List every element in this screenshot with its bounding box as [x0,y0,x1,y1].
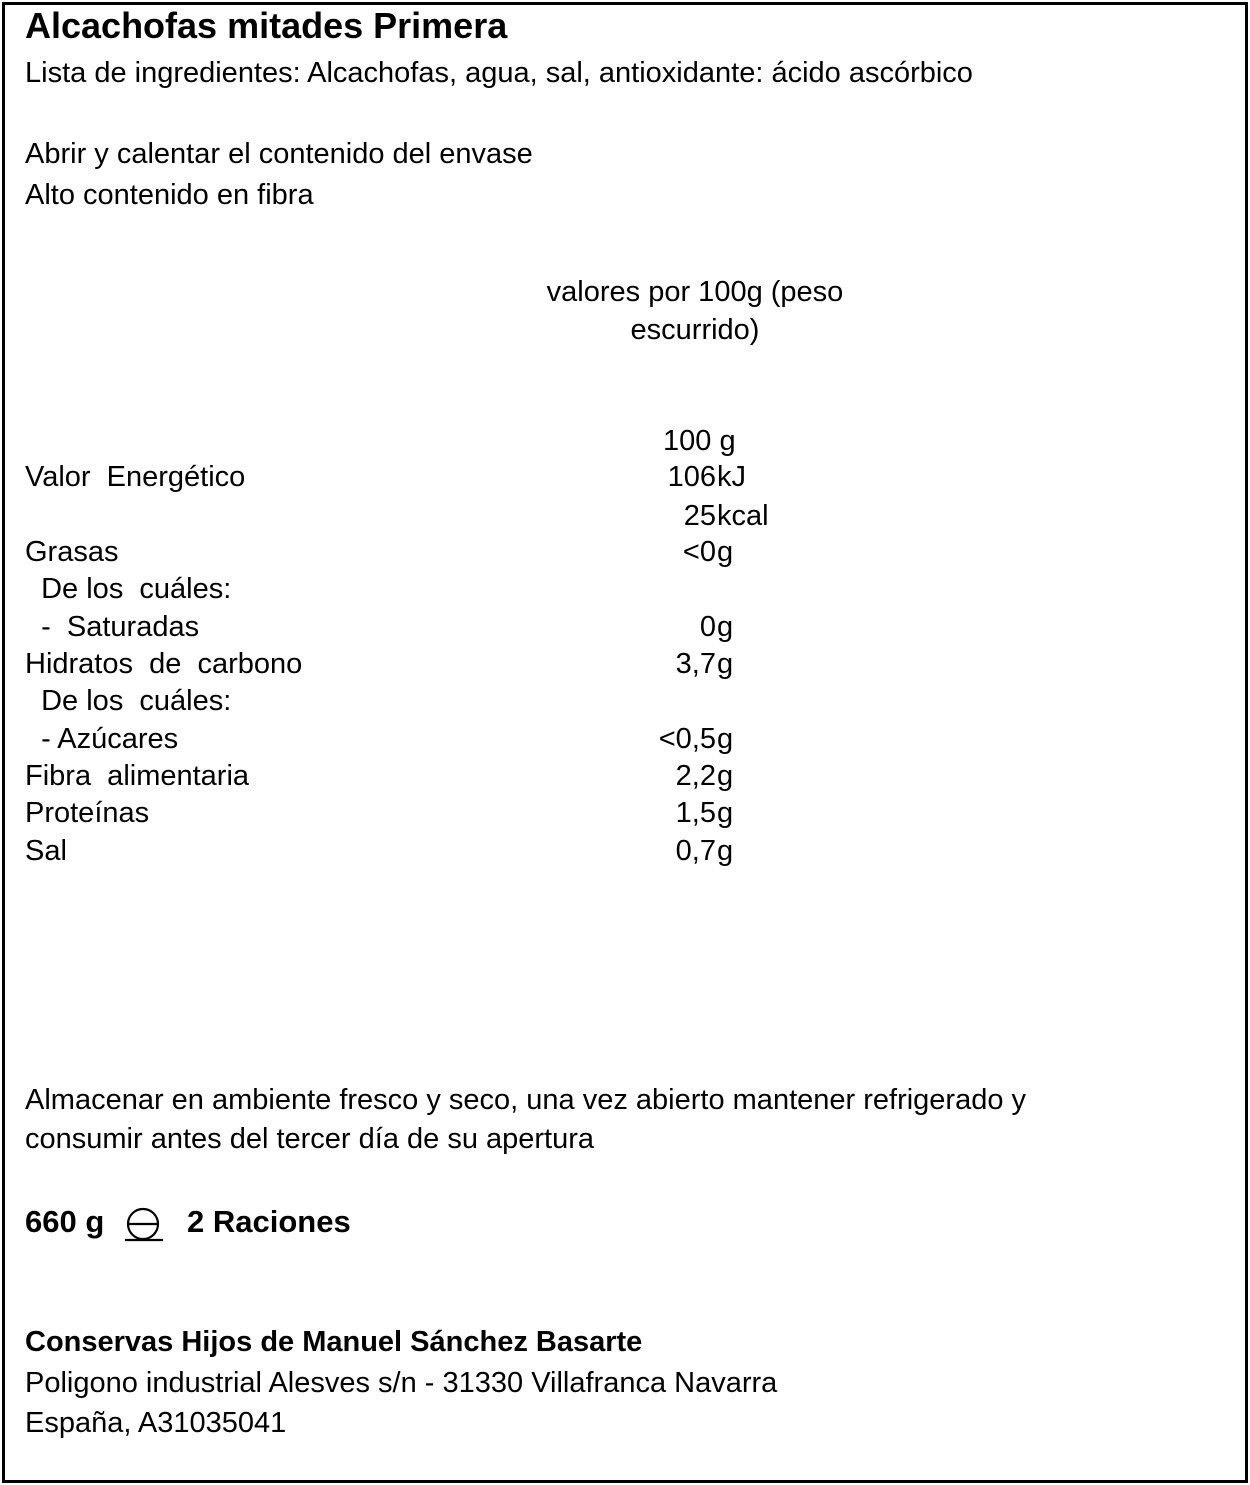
nutrient-label: Hidratos de carbono [25,648,303,680]
nutrient-label: De los cuáles: [25,685,232,717]
nutrient-label: Grasas [25,536,119,568]
nutrient-label: Proteínas [25,797,150,829]
nutrient-unit: g [717,648,734,680]
company-name: Conservas Hijos de Manuel Sánchez Basarte [25,1326,643,1358]
e-mark-icon [124,1204,164,1244]
nutrient-unit: g [717,797,734,829]
company-address: Poligono industrial Alesves s/n - 31330 Villafranca Navarra [25,1367,778,1399]
storage-instructions-line1: Almacenar en ambiente fresco y seco, una vez abierto mantener refrigerado y [25,1084,1027,1116]
nutrition-header-line1: valores por 100g (peso [546,276,844,308]
storage-instructions-line2: consumir antes del tercer día de su apertura [25,1123,595,1155]
nutrient-value: 0,7 [675,835,716,867]
nutrient-label: Fibra alimentaria [25,760,250,792]
nutrient-label: De los cuáles: [25,573,232,605]
nutrient-unit: kcal [717,500,769,532]
servings: 2 Raciones [187,1204,351,1239]
nutrient-label: Sal [25,835,67,867]
preparation-instructions: Abrir y calentar el contenido del envase [25,138,533,170]
nutrient-unit: g [717,611,734,643]
nutrient-label: - Saturadas [25,611,200,643]
nutrient-value: 25 [683,500,716,532]
net-weight: 660 g [25,1204,105,1239]
nutrient-unit: g [717,835,734,867]
nutrient-unit: g [717,536,734,568]
company-country-id: España, A31035041 [25,1407,287,1439]
nutrient-label: - Azúcares [25,723,179,755]
nutrition-claim: Alto contenido en fibra [25,179,314,211]
nutrition-column-header: 100 g [663,425,736,457]
product-title: Alcachofas mitades Primera [25,5,508,46]
nutrient-unit: g [717,760,734,792]
nutrient-value: <0,5 [658,723,716,755]
nutrient-unit: g [717,723,734,755]
nutrient-value: 0 [699,611,716,643]
nutrition-header-line2: escurrido) [630,314,760,346]
nutrient-value: 3,7 [675,648,716,680]
nutrient-label: Valor Energético [25,461,246,493]
ingredients-list: Lista de ingredientes: Alcachofas, agua, sal, antioxidante: ácido ascórbico [25,57,973,89]
nutrient-value: <0 [682,536,716,568]
nutrient-unit: kJ [717,461,746,493]
nutrient-value: 2,2 [675,760,716,792]
nutrient-value: 106 [667,461,716,493]
nutrient-value: 1,5 [675,797,716,829]
